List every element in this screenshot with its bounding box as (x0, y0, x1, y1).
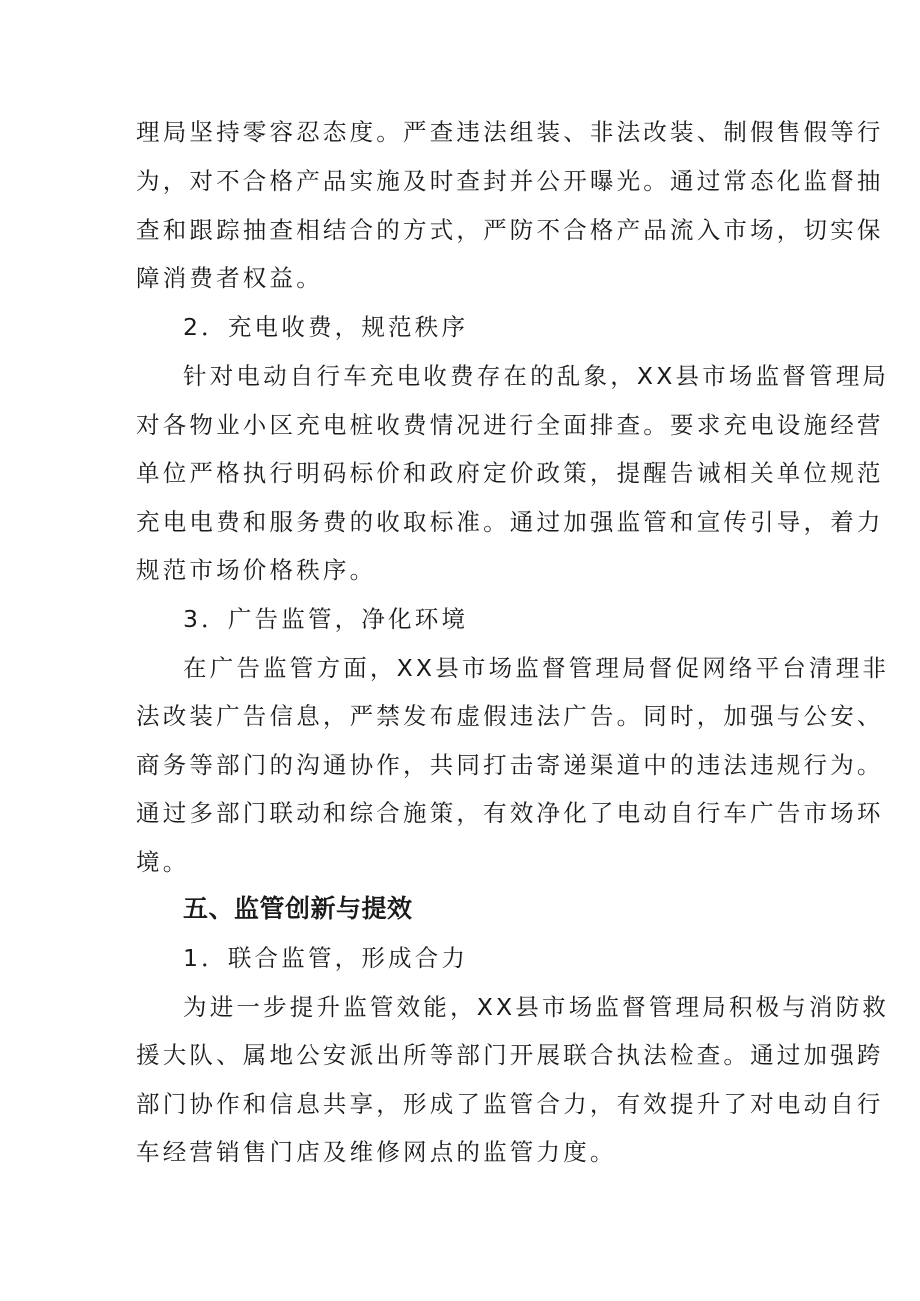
paragraph-line: 通过多部门联动和综合施策，有效净化了电动自行车广告市场环 (136, 799, 884, 827)
paragraph-line: 为进一步提升监管效能，XX县市场监督管理局积极与消防救 (183, 993, 890, 1021)
paragraph-line: 在广告监管方面，XX县市场监督管理局督促网络平台清理非 (183, 654, 890, 682)
paragraph-line: 针对电动自行车充电收费存在的乱象，XX县市场监督管理局 (183, 362, 890, 390)
subsection-title: 3．广告监管，净化环境 (183, 605, 469, 633)
paragraph-line: 境。 (136, 848, 190, 876)
paragraph-line: 规范市场价格秩序。 (136, 556, 377, 584)
paragraph-line: 充电电费和服务费的收取标准。通过加强监管和宣传引导，着力 (136, 508, 884, 536)
section-heading: 五、监管创新与提效 (183, 894, 413, 923)
paragraph-line: 援大队、属地公安派出所等部门开展联合执法检查。通过加强跨 (136, 1041, 884, 1069)
paragraph-line: 理局坚持零容忍态度。严查违法组装、非法改装、制假售假等行 (136, 118, 884, 146)
paragraph-line: 商务等部门的沟通协作，共同打击寄递渠道中的违法违规行为。 (136, 751, 884, 779)
subsection-title: 1．联合监管，形成合力 (183, 944, 469, 972)
paragraph-line: 部门协作和信息共享，形成了监管合力，有效提升了对电动自行 (136, 1090, 884, 1118)
paragraph-line: 单位严格执行明码标价和政府定价政策，提醒告诫相关单位规范 (136, 459, 884, 487)
paragraph-line: 查和跟踪抽查相结合的方式，严防不合格产品流入市场，切实保 (136, 216, 884, 244)
paragraph-line: 对各物业小区充电桩收费情况进行全面排查。要求充电设施经营 (136, 411, 884, 439)
paragraph-line: 车经营销售门店及维修网点的监管力度。 (136, 1138, 617, 1166)
subsection-title: 2．充电收费，规范秩序 (183, 313, 469, 341)
paragraph-line: 障消费者权益。 (136, 264, 323, 292)
paragraph-line: 法改装广告信息，严禁发布虚假违法广告。同时，加强与公安、 (136, 702, 884, 730)
paragraph-line: 为，对不合格产品实施及时查封并公开曝光。通过常态化监督抽 (136, 167, 884, 195)
